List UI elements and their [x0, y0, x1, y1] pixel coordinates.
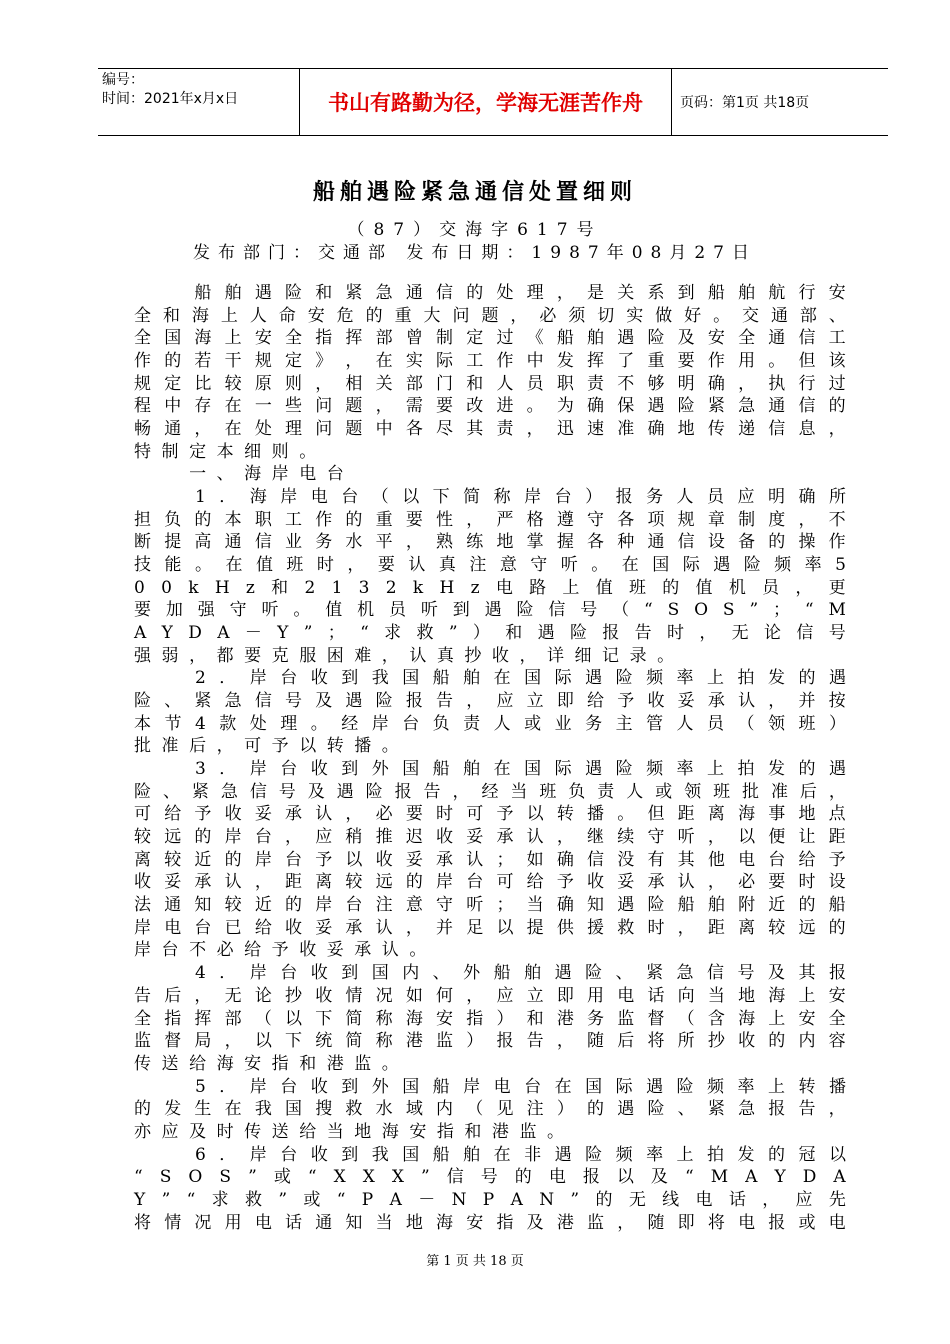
text-line: 断 提 高 通 信 业 务 水 平 ， 熟 练 地 掌 握 各 种 通 信 设 备 的 操 作: [134, 532, 846, 553]
text-line: 1 ． 海 岸 电 台 （ 以 下 简 称 岸 台 ） 报 务 人 员 应 明 确 所: [194, 487, 846, 508]
text-line: 险 、 紧 急 信 号 及 遇 险 报 告 ， 应 立 即 给 予 收 妥 承 认 ， 并 按: [134, 691, 846, 712]
issuer-line: 发布部门：交通部 发布日期：1987年08月27日: [193, 243, 757, 263]
text-line: 告 后 ， 无 论 抄 收 情 况 如 何 ， 应 立 即 用 电 话 向 当 地 海 上 安: [134, 985, 846, 1006]
text-line: 传 送 给 海 安 指 和 港 监 。: [134, 1053, 399, 1074]
text-line: 规 定 比 较 原 则 ， 相 关 部 门 和 人 员 职 责 不 够 明 确 ， 执 行 过: [134, 373, 846, 394]
text-line: 程 中 存 在 一 些 问 题 ， 需 要 改 进 。 为 确 保 遇 险 紧 急 通 信 的: [134, 396, 846, 417]
text-line: 监 督 局 ， 以 下 统 简 称 港 监 ） 报 告 ， 随 后 将 所 抄 收 的 内 容: [134, 1031, 846, 1052]
text-line: 3 ． 岸 台 收 到 外 国 船 舶 在 国 际 遇 险 频 率 上 拍 发 的 遇: [194, 759, 846, 780]
text-line: 畅 通 ， 在 处 理 问 题 中 各 尽 其 责 ， 迅 速 准 确 地 传 递 信 息 ，: [134, 419, 846, 440]
text-line: 的 发 生 在 我 国 搜 救 水 域 内 （ 见 注 ） 的 遇 险 、 紧 急 报 告 ，: [134, 1099, 846, 1120]
doc-number: （87）交海字617号: [347, 220, 603, 240]
text-line: 离 较 近 的 岸 台 予 以 收 妥 承 认 ； 如 确 信 没 有 其 他 电 台 给 予: [134, 849, 846, 870]
motto: 书山有路勤为径，学海无涯苦作舟: [300, 69, 672, 135]
text-line: Y ” “ 求 救 ” 或 “ P A － N P A N ” 的 无 线 电 话 ， 应 先: [134, 1189, 846, 1210]
text-line: 岸 电 台 已 给 收 妥 承 认 ， 并 足 以 提 供 援 救 时 ， 距 离 较 远 的: [134, 917, 846, 938]
text-line: 险 、 紧 急 信 号 及 遇 险 报 告 ， 经 当 班 负 责 人 或 领 班 批 准 后 ，: [134, 781, 846, 802]
text-line: 技 能 。 在 值 班 时 ， 要 认 真 注 意 守 听 。 在 国 际 遇 险 频 率 5: [134, 555, 846, 576]
text-line: 要 加 强 守 听 。 值 机 员 听 到 遇 险 信 号 （ “ S O S ” ； “ M: [134, 600, 846, 621]
body-text: [134, 282, 846, 1234]
page-info: 页码：第1页 共18页: [680, 95, 810, 111]
text-line: 亦 应 及 时 传 送 给 当 地 海 安 指 和 港 监 。: [134, 1121, 564, 1142]
text-line: 全 国 海 上 安 全 指 挥 部 曾 制 定 过 《 船 舶 遇 险 及 安 全 通 信 工: [134, 328, 846, 349]
text-line: 一 、 海 岸 电 台: [189, 464, 344, 485]
text-line: 作 的 若 干 规 定 》 ， 在 实 际 工 作 中 发 挥 了 重 要 作 用 。 但 该: [134, 351, 846, 372]
text-line: 强 弱 ， 都 要 克 服 困 难 ， 认 真 抄 收 ， 详 细 记 录 。: [134, 645, 675, 666]
text-line: 较 远 的 岸 台 ， 应 稍 推 迟 收 妥 承 认 ， 继 续 守 听 ， 以 便 让 距: [134, 827, 846, 848]
text-line: 特 制 定 本 细 则 。: [134, 441, 317, 462]
text-line: 5 ． 岸 台 收 到 外 国 船 岸 电 台 在 国 际 遇 险 频 率 上 转 播: [194, 1076, 846, 1097]
text-line: 本 节 4 款 处 理 。 经 岸 台 负 责 人 或 业 务 主 管 人 员 （ 领 班 ）: [134, 713, 846, 734]
text-line: 4 ． 岸 台 收 到 国 内 、 外 船 舶 遇 险 、 紧 急 信 号 及 其 报: [194, 963, 846, 984]
time-label: 时间：2021年x月x日: [102, 91, 239, 107]
number-label: 编号：: [102, 72, 144, 88]
document-title: 船舶遇险紧急通信处置细则: [312, 180, 637, 205]
header-meta: [98, 69, 300, 135]
text-line: 收 妥 承 认 ， 距 离 较 远 的 岸 台 可 给 予 收 妥 承 认 ， 必 要 时 设: [134, 872, 846, 893]
text-line: 法 通 知 较 近 的 岸 台 注 意 守 听 ； 当 确 知 遇 险 船 舶 附 近 的 船: [134, 895, 846, 916]
page-footer: 第 1 页 共 18 页: [426, 1254, 524, 1269]
text-line: 将 情 况 用 电 话 通 知 当 地 海 安 指 及 港 监 ， 随 即 将 电 报 或 电: [134, 1212, 846, 1233]
text-line: 全 指 挥 部 （ 以 下 简 称 海 安 指 ） 和 港 务 监 督 （ 含 海 上 安 全: [134, 1008, 846, 1029]
text-line: 岸 台 不 必 给 予 收 妥 承 认 。: [134, 940, 427, 961]
text-line: 船 舶 遇 险 和 紧 急 通 信 的 处 理 ， 是 关 系 到 船 舶 航 行 安: [194, 283, 846, 303]
text-line: 可 给 予 收 妥 承 认 ， 必 要 时 可 予 以 转 播 。 但 距 离 海 事 地 点: [134, 804, 846, 825]
text-line: 全 和 海 上 人 命 安 危 的 重 大 问 题 ， 必 须 切 实 做 好 。 交 通 部 、: [134, 305, 846, 326]
text-line: 批 准 后 ， 可 予 以 转 播 。: [134, 736, 399, 757]
text-line: A Y D A － Y ” ； “ 求 救 ” ） 和 遇 险 报 告 时 ， 无 论 信 号: [134, 623, 846, 644]
text-line: 6 ． 岸 台 收 到 我 国 船 舶 在 非 遇 险 频 率 上 拍 发 的 冠 以: [194, 1144, 846, 1165]
text-line: 担 负 的 本 职 工 作 的 重 要 性 ， 严 格 遵 守 各 项 规 章 制 度 ， 不: [134, 509, 846, 530]
header-table: [98, 68, 888, 136]
text-line: 2 ． 岸 台 收 到 我 国 船 舶 在 国 际 遇 险 频 率 上 拍 发 的 遇: [194, 668, 846, 689]
text-line: “ S O S ” 或 “ X X X ” 信 号 的 电 报 以 及 “ M A Y D A: [134, 1167, 846, 1188]
text-line: 0 0 k H z 和 2 1 3 2 k H z 电 路 上 值 班 的 值 机 员 ， 更: [134, 577, 846, 598]
